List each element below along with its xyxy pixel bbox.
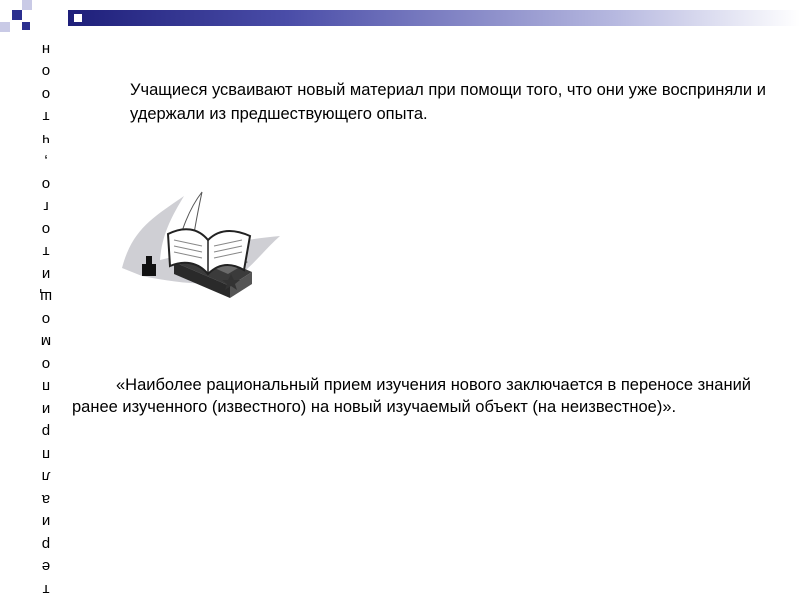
vertical-letter: т	[42, 108, 50, 126]
vertical-letter: т	[42, 243, 50, 261]
deco-square	[12, 10, 22, 20]
vertical-letter: п	[41, 378, 51, 396]
vertical-letter: о	[41, 86, 51, 103]
vertical-side-text	[34, 0, 58, 600]
deco-square	[74, 14, 82, 22]
vertical-letter: а	[41, 491, 51, 508]
vertical-letter: ч	[42, 131, 50, 148]
vertical-letter: о	[41, 221, 51, 238]
paragraph-2: «Наиболее рациональный прием изучения нового заключается в переносе знаний ранее изученного (известного) на новый изучаемый объект (на неизвестное)».	[72, 376, 752, 416]
vertical-letter: н	[41, 41, 51, 58]
books-quill-icon	[112, 190, 284, 308]
paragraph-1: Учащиеся усваивают новый материал при помощи того, что они уже восприняли и удержали из предшествующего опыта.	[130, 81, 766, 123]
vertical-letter: р	[41, 536, 51, 553]
vertical-letter: р	[41, 423, 51, 441]
vertical-letter: п	[41, 446, 51, 463]
vertical-letter: и	[41, 401, 51, 418]
vertical-letter: и	[41, 513, 51, 531]
vertical-letter: ,	[43, 153, 49, 171]
deco-square	[0, 22, 10, 32]
deco-square	[22, 22, 30, 30]
vertical-letter: щ	[39, 288, 53, 306]
top-decoration	[0, 0, 800, 36]
vertical-letter: о	[41, 176, 51, 193]
vertical-letter: т	[42, 581, 50, 598]
vertical-letter: е	[41, 558, 51, 576]
vertical-letter: л	[41, 468, 51, 486]
vertical-letter: г	[43, 198, 49, 216]
top-gradient-bar	[68, 10, 800, 26]
deco-square	[22, 0, 32, 10]
vertical-letters	[34, 38, 58, 600]
vertical-letter: м	[40, 333, 52, 351]
vertical-letter: о	[41, 356, 51, 373]
vertical-letter: и	[41, 266, 51, 283]
vertical-letter: о	[41, 63, 51, 81]
vertical-letter: о	[41, 311, 51, 328]
